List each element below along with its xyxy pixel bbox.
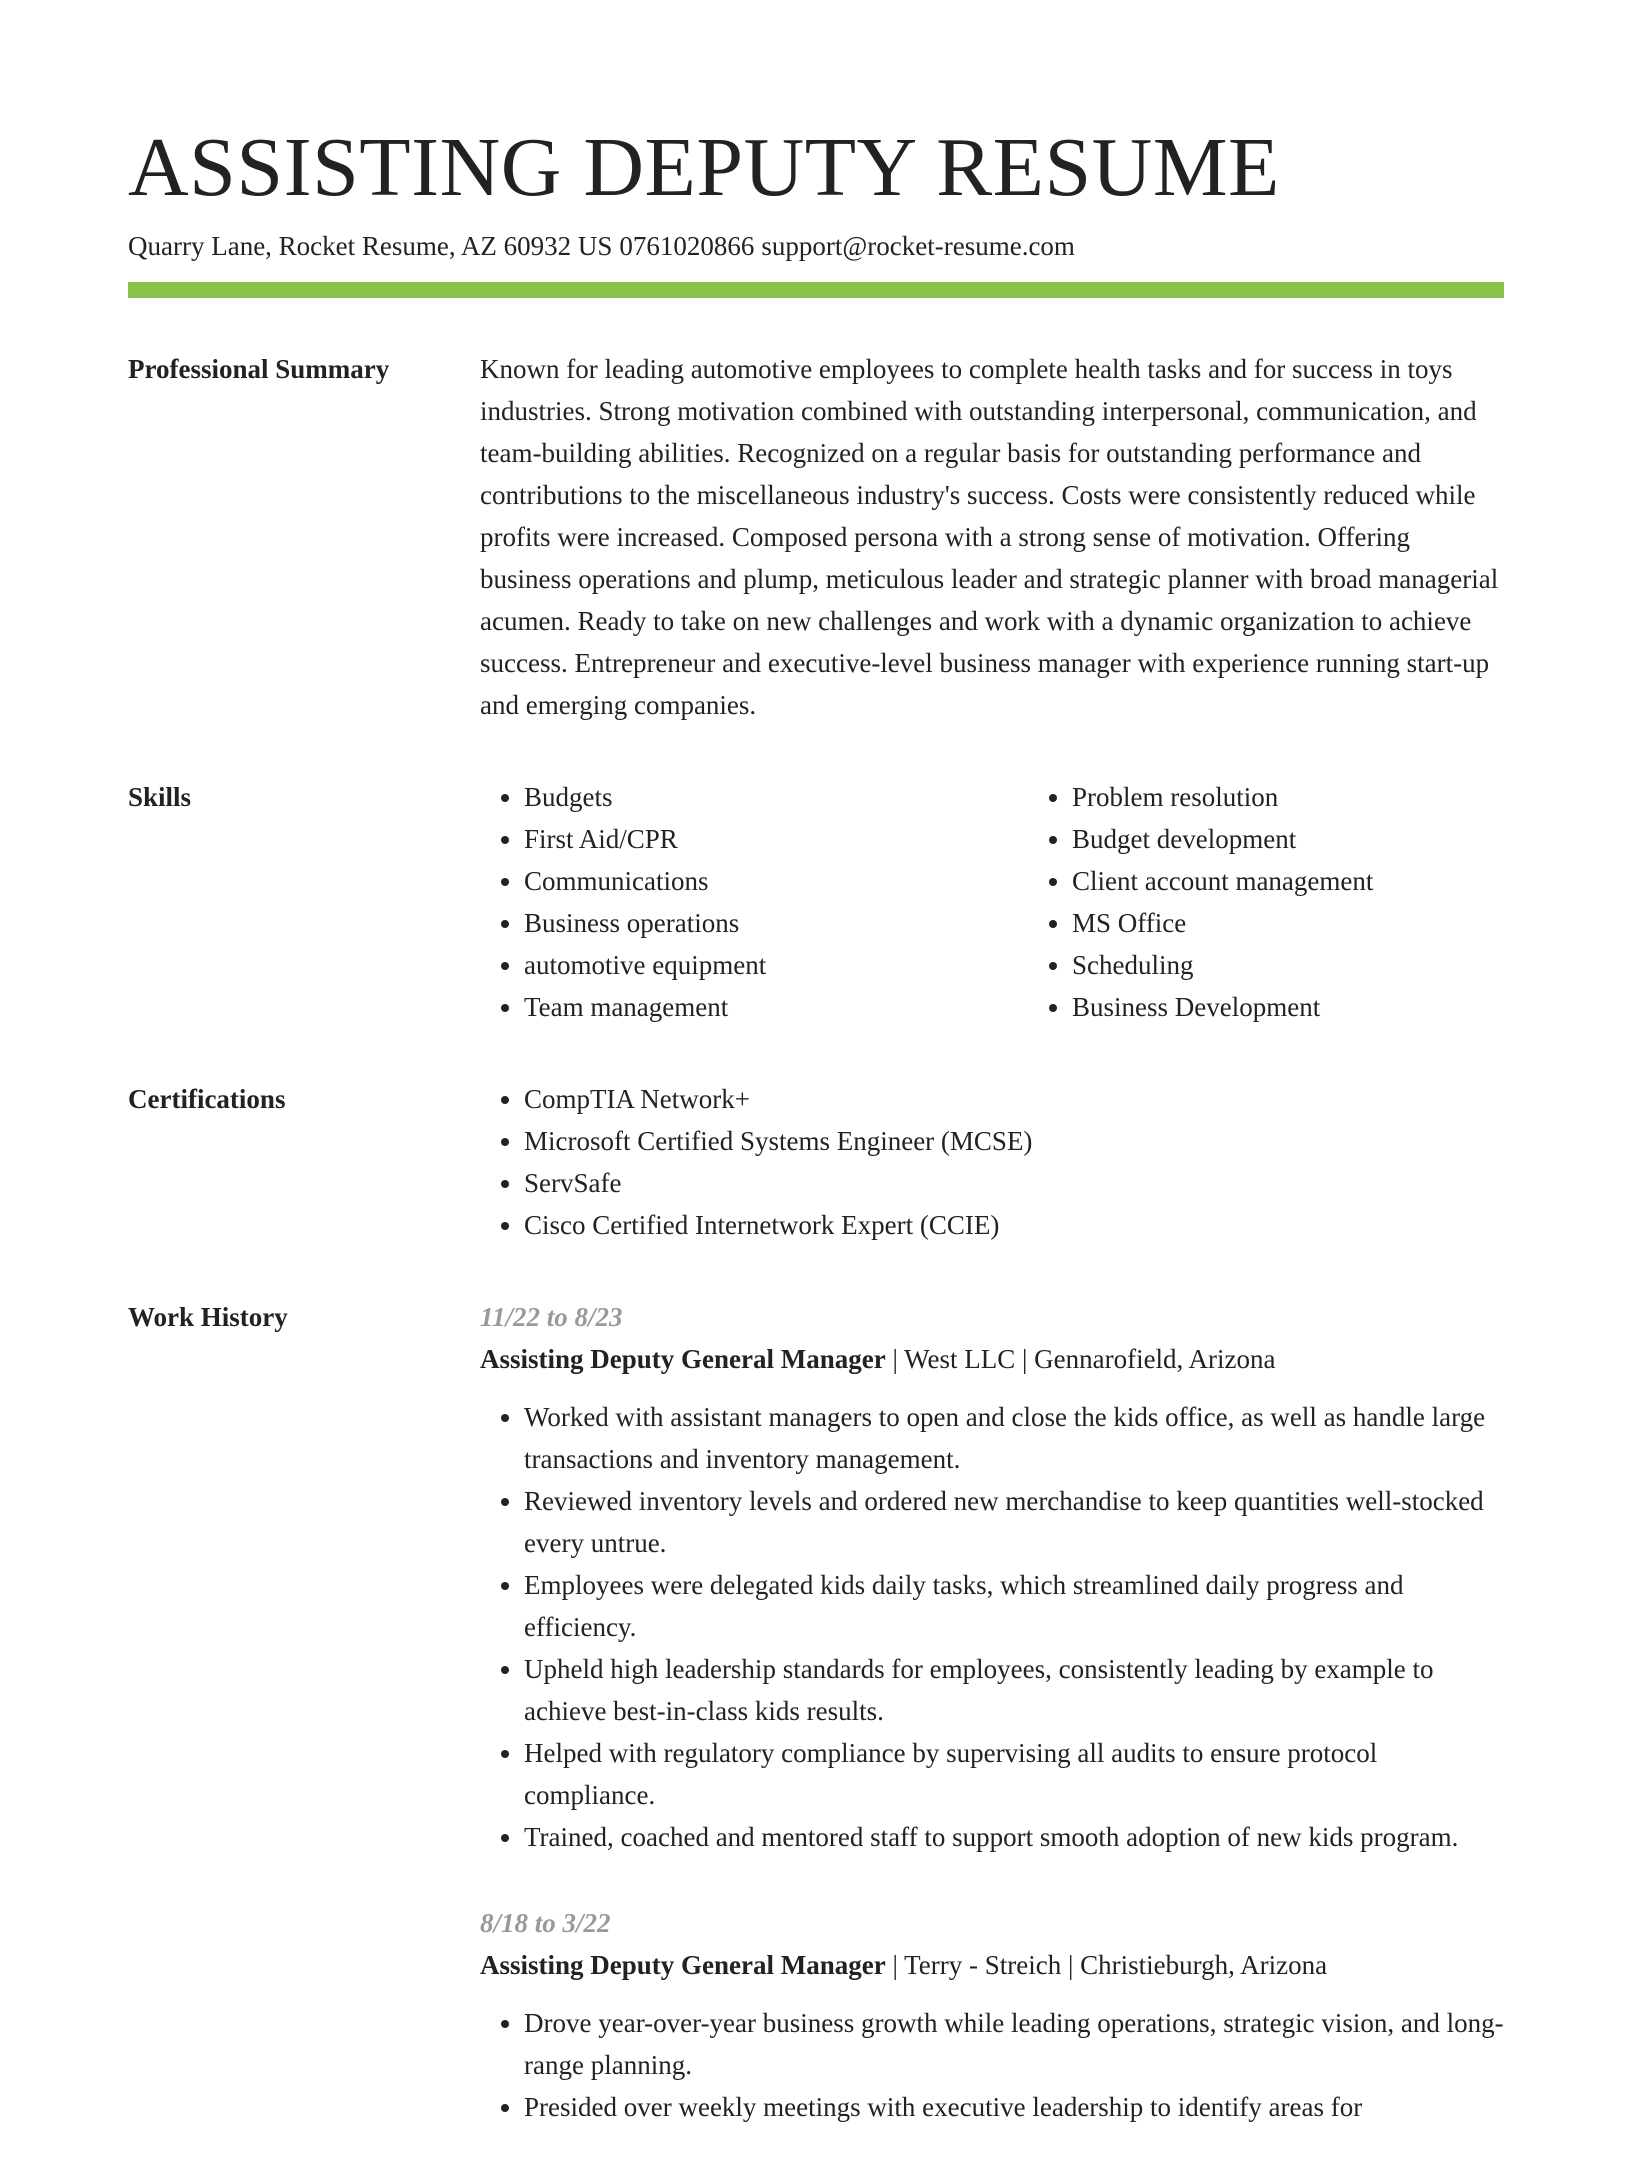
list-item: • ServSafe (524, 1162, 1504, 1204)
list-item: • Budget development (1072, 818, 1576, 860)
skills-heading: Skills (128, 782, 192, 812)
summary-text: Known for leading automotive employees to complete health tasks and for success in toys industries. Strong motivation combined with outstanding interpersonal, communication, and team-building abilities. Recognized on a regular basis for outstanding performance and contributions to the miscellaneous industry's success. Costs were consistently reduced while profits were increased. Composed persona with a strong sense of motivation. Offering business operations and plump, meticulous leader and strategic planner with broad managerial acumen. Ready to take on new challenges and work with a dynamic organization to achieve success. Entrepreneur and executive-level business manager with experience running start-up and emerging companies. (480, 354, 1499, 720)
list-item: • Employees were delegated kids daily tasks, which streamlined daily progress and efficiency. (524, 1564, 1504, 1648)
list-item: • Cisco Certified Internetwork Expert (CCIE) (524, 1204, 1504, 1246)
list-item: • Helped with regulatory compliance by supervising all audits to ensure protocol compliance. (524, 1732, 1504, 1816)
list-item: • Team management (524, 986, 1028, 1028)
skills-list-right (1028, 776, 1576, 1028)
certifications-section (128, 1078, 1504, 1246)
summary-section (128, 348, 1504, 726)
job-dates: 8/18 to 3/22 (480, 1908, 611, 1938)
certifications-list (480, 1078, 1504, 1246)
list-item: • Trained, coached and mentored staff to support smooth adoption of new kids program. (524, 1816, 1504, 1858)
contact-line (128, 228, 1504, 264)
list-item: • Presided over weekly meetings with executive leadership to identify areas for (524, 2086, 1504, 2128)
job-title-line (480, 1944, 1504, 1986)
contact-email: support@rocket-resume.com (761, 231, 1075, 261)
resume-title: ASSISTING DEPUTY RESUME (128, 121, 1280, 214)
list-item: • MS Office (1072, 902, 1576, 944)
list-item: • Communications (524, 860, 1028, 902)
summary-heading: Professional Summary (128, 354, 390, 384)
list-item: • Client account management (1072, 860, 1576, 902)
list-item: • First Aid/CPR (524, 818, 1028, 860)
work-history-heading: Work History (128, 1302, 288, 1332)
list-item: • Drove year-over-year business growth while leading operations, strategic vision, and long-range planning. (524, 2002, 1504, 2086)
list-item: • Upheld high leadership standards for employees, consistently leading by example to achieve best-in-class kids results. (524, 1648, 1504, 1732)
job-dates: 11/22 to 8/23 (480, 1302, 623, 1332)
contact-phone: 0761020866 (619, 231, 755, 261)
job-role: Assisting Deputy General Manager (480, 1344, 886, 1374)
resume-page (128, 120, 1504, 2172)
job-bullets (480, 2002, 1504, 2128)
list-item: • Scheduling (1072, 944, 1576, 986)
certifications-heading: Certifications (128, 1084, 286, 1114)
job-bullets (480, 1396, 1504, 1858)
contact-address: Quarry Lane, Rocket Resume, AZ 60932 US (128, 231, 613, 261)
job-entry (480, 1902, 1504, 2128)
job-details: | Terry - Streich | Christieburgh, Arizona (885, 1950, 1328, 1980)
list-item: • Worked with assistant managers to open and close the kids office, as well as handle large transactions and inventory management. (524, 1396, 1504, 1480)
job-details: | West LLC | Gennarofield, Arizona (885, 1344, 1276, 1374)
job-entry (480, 1296, 1504, 1858)
work-history-section (128, 1296, 1504, 2172)
list-item: • automotive equipment (524, 944, 1028, 986)
job-title-line (480, 1338, 1504, 1380)
list-item: • Business Development (1072, 986, 1576, 1028)
list-item: • Microsoft Certified Systems Engineer (MCSE) (524, 1120, 1504, 1162)
list-item: • Reviewed inventory levels and ordered new merchandise to keep quantities well-stocked every untrue. (524, 1480, 1504, 1564)
list-item: • Problem resolution (1072, 776, 1576, 818)
skills-list-left (480, 776, 1028, 1028)
job-role: Assisting Deputy General Manager (480, 1950, 886, 1980)
list-item: • CompTIA Network+ (524, 1078, 1504, 1120)
list-item: • Business operations (524, 902, 1028, 944)
accent-divider (128, 282, 1504, 298)
list-item: • Budgets (524, 776, 1028, 818)
skills-section (128, 776, 1504, 1028)
